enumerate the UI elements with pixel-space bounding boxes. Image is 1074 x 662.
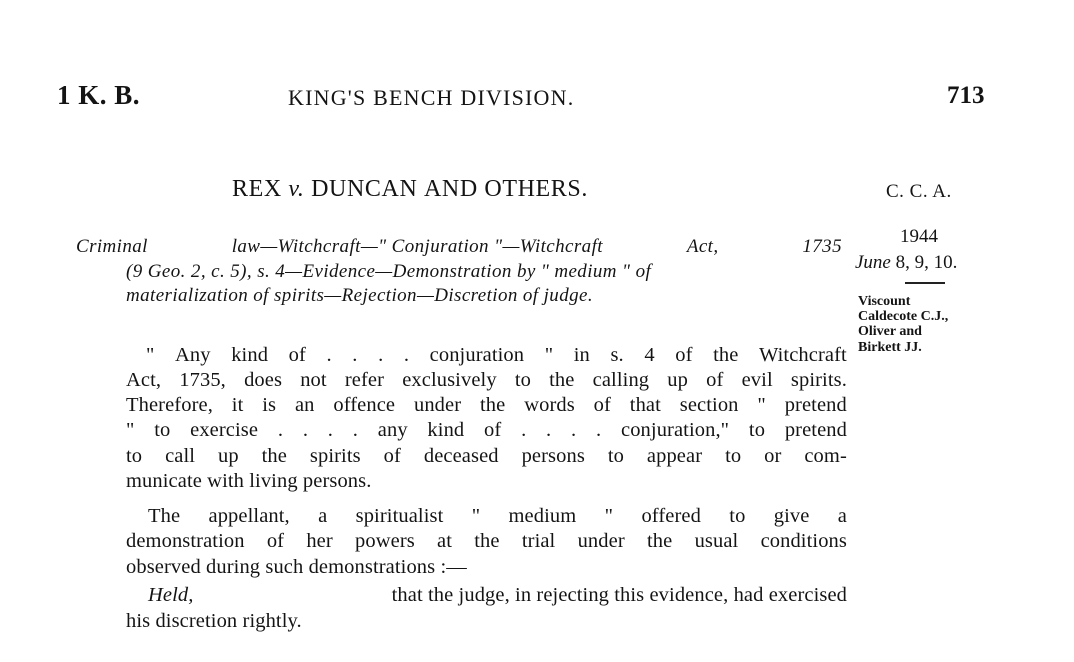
catchword: Criminal <box>76 236 148 257</box>
case-title <box>232 176 588 203</box>
held-line <box>148 584 847 607</box>
headnote-line: Therefore, it is an offence under the words of that section " pretend <box>126 394 847 416</box>
headnote-line: demonstration of her powers at the trial under the usual conditions <box>126 530 847 552</box>
division-heading: KING'S BENCH DIVISION. <box>288 85 575 110</box>
judge-name: Birkett JJ. <box>858 340 922 355</box>
hearing-dates <box>855 252 957 274</box>
headnote-line: The appellant, a spiritualist " medium " offered to give a <box>148 505 847 527</box>
judge-name: Oliver and <box>858 324 922 339</box>
catchwords-line-1 <box>76 236 842 258</box>
judge-name: Viscount <box>858 294 911 309</box>
catchwords-line-2: (9 Geo. 2, c. 5), s. 4—Evidence—Demonstration by " medium " of <box>126 261 652 282</box>
case-parties: DUNCAN <box>311 176 418 202</box>
headnote-line: to call up the spirits of deceased persons to appear to or com- <box>126 445 847 467</box>
catchword: 1735 <box>802 236 842 257</box>
margin-rule <box>905 282 945 284</box>
catchword: Act, <box>686 236 719 257</box>
held-label: Held, <box>148 584 194 606</box>
decision-year: 1944 <box>900 226 938 247</box>
hearing-month: June <box>855 252 891 273</box>
headnote-line: municate with living persons. <box>126 470 372 492</box>
headnote-line: " to exercise . . . . any kind of . . . . conjuration," to pretend <box>126 419 847 441</box>
headnote-line: " Any kind of . . . . conjuration " in s. 4 of the Witchcraft <box>146 344 847 366</box>
judge-name: Caldecote C.J., <box>858 309 949 324</box>
headnote-line: Act, 1735, does not refer exclusively to the calling up of evil spirits. <box>126 369 847 391</box>
hearing-days: 8, 9, 10. <box>895 252 958 273</box>
case-and-others: AND OTHERS. <box>424 176 588 202</box>
case-versus: v. <box>288 176 305 202</box>
volume-reference: 1 K. B. <box>57 80 141 110</box>
catchword: law—Witchcraft—" Conjuration "—Witchcraft <box>231 236 603 257</box>
catchwords-line-3: materialization of spirits—Rejection—Discretion of judge. <box>126 285 593 306</box>
headnote-line: observed during such demonstrations :— <box>126 556 467 578</box>
held-text: that the judge, in rejecting this evidence, had exercised <box>391 584 847 606</box>
case-rex: REX <box>232 176 282 202</box>
held-line: his discretion rightly. <box>126 610 302 632</box>
page-number: 713 <box>947 82 985 109</box>
court-label: C. C. A. <box>886 181 952 202</box>
